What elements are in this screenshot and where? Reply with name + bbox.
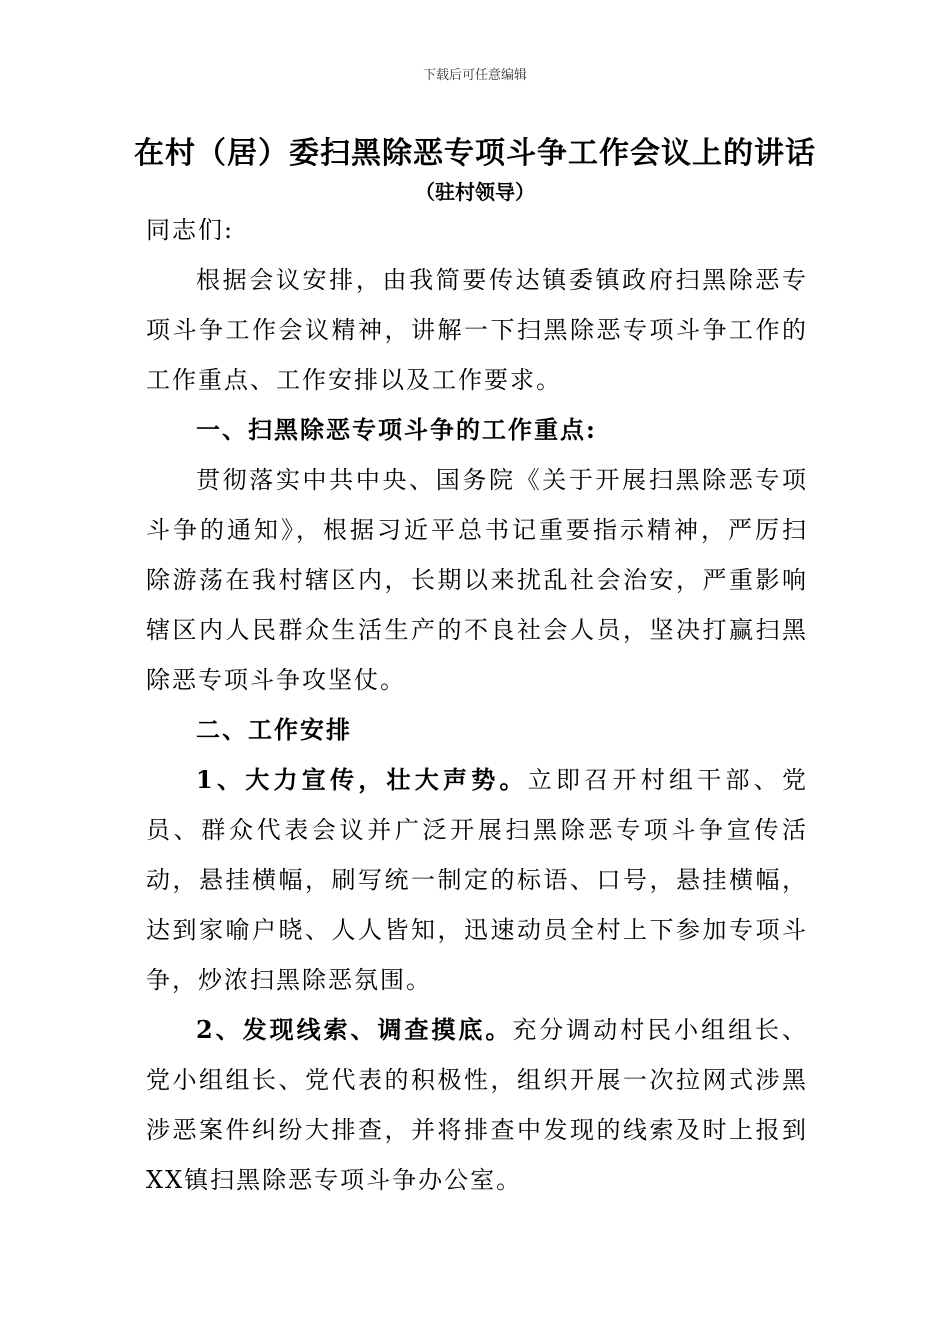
section2-item-1	[146, 755, 808, 1005]
document-body	[146, 205, 808, 1205]
header-note: 下载后可任意编辑	[422, 68, 527, 83]
salutation: 同志们:	[146, 216, 235, 244]
intro-paragraph: 根据会议安排，由我简要传达镇委镇政府扫黑除恶专项斗争工作会议精神，讲解一下扫黑除恶专项斗争工作的工作重点、工作安排以及工作要求。	[146, 266, 808, 394]
item-2-text: 充分调动村民小组组长、党小组组长、党代表的积极性，组织开展一次拉网式涉黑涉恶案件纠纷大排查，并将排查中发现的线索及时上报到XX镇扫黑除恶专项斗争办公室。	[146, 1016, 809, 1194]
document-title: 在村（居）委扫黑除恶专项斗争工作会议上的讲话	[134, 136, 816, 171]
section1-heading: 一、扫黑除恶专项斗争的工作重点:	[196, 415, 597, 444]
item-1-lead: 1、大力宣传，壮大声势。	[196, 765, 528, 794]
item-2-lead: 2、发现线索、调查摸底。	[196, 1015, 513, 1044]
section1-paragraph: 贯彻落实中共中央、国务院《关于开展扫黑除恶专项斗争的通知》，根据习近平总书记重要指示精神，严厉扫除游荡在我村辖区内，长期以来扰乱社会治安，严重影响辖区内人民群众生活生产的不良社会人员，坚决打赢扫黑除恶专项斗争攻坚仗。	[146, 466, 808, 694]
item-1-text: 立即召开村组干部、党员、群众代表会议并广泛开展扫黑除恶专项斗争宣传活动，悬挂横幅，刷写统一制定的标语、口号，悬挂横幅，达到家喻户晓、人人皆知，迅速动员全村上下参加专项斗争，炒浓扫黑除恶氛围。	[146, 766, 809, 994]
section2-item-2	[146, 1005, 808, 1205]
document-subtitle: （驻村领导）	[415, 180, 535, 204]
section2-heading: 二、工作安排	[196, 715, 352, 744]
